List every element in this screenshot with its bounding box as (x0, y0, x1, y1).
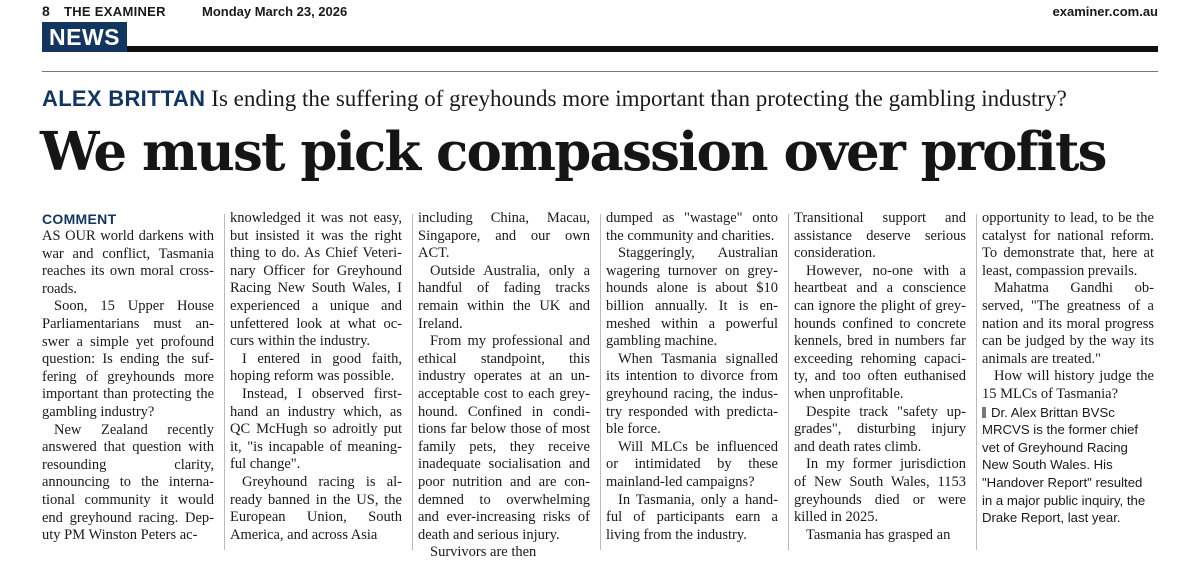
page-number: 8 (42, 3, 50, 19)
standfirst: Is ending the suffering of greyhounds more important than protecting the gambling industry? (211, 86, 1067, 111)
paragraph: Outside Australia, only a handful of fading tracks remain within the UK and Ireland. (418, 262, 590, 332)
paragraph: New Zealand recently answered that question with resounding clarity, announcing to the interna-tional community it would end greyhound racing. Dep-uty PM Winston Peters ac- (42, 421, 214, 544)
text-column-6 (982, 210, 1154, 550)
paragraph: In my former jurisdiction of New South Wales, 1153 greyhounds died or were killed in 2025. (794, 456, 966, 526)
paragraph: Transitional support and assistance deserve serious consideration. (794, 210, 966, 262)
issue-date: Monday March 23, 2026 (202, 4, 348, 19)
paragraph: opportunity to lead, to be the catalyst for national reform. To demonstrate that, here at least, compassion prevails. (982, 210, 1154, 279)
text-column-2 (230, 210, 402, 550)
paragraph: Despite track "safety up-grades", disturbing injury and death rates climb. (794, 403, 966, 455)
bio-marker-icon (982, 407, 986, 418)
paragraph: I entered in good faith, hoping reform was possible. (230, 350, 402, 385)
author-bio (982, 404, 1154, 527)
column-divider (224, 214, 225, 550)
column-divider (600, 214, 601, 550)
paragraph: Mahatma Gandhi ob-served, "The greatness of a nation and its moral progress can be judged by the way its animals are treated." (982, 280, 1154, 367)
paragraph: How will history judge the 15 MLCs of Tasmania? (982, 368, 1154, 402)
article-body (42, 210, 1158, 561)
section-rule (42, 46, 1158, 52)
paragraph: Soon, 15 Upper House Parliamentarians must an-swer a simple yet profound question: Is ending the suf-fering of greyhounds more important than protecting the gambling industry? (42, 298, 214, 420)
text-column-3 (418, 210, 590, 561)
comment-label: COMMENT (42, 211, 117, 227)
column-divider (788, 214, 789, 550)
paragraph: In Tasmania, only a hand-ful of participants earn a living from the industry. (606, 491, 778, 543)
byline: ALEX BRITTAN (42, 86, 206, 111)
paragraph: Tasmania has grasped an (806, 526, 951, 543)
paragraph: From my professional and ethical standpoint, this industry operates at an un-acceptable cost to each grey-hound. Confined in condi-tions far below those of most family pets, they receive inadequate socialisation and poor nutrition and are con-demned to overwhelming and ever-increasing risks of death and serious injury. (418, 333, 590, 543)
website-url: examiner.com.au (1052, 4, 1158, 19)
headline: We must pick compassion over profits (40, 121, 1106, 183)
paragraph: Greyhound racing is al-ready banned in the US, the European Union, South America, and across Asia (230, 473, 402, 543)
text-column-5 (794, 210, 966, 550)
paragraph: Will MLCs be influenced or intimidated by these mainland-led campaigns? (606, 438, 778, 490)
page-header (42, 3, 1158, 23)
paragraph: AS OUR world darkens with war and conflict, Tasmania reaches its own moral cross-roads. (42, 228, 214, 297)
text-column-4 (606, 210, 778, 550)
column-divider (976, 214, 977, 550)
column-divider (412, 214, 413, 550)
article-kicker (42, 84, 1158, 114)
paragraph: Survivors are then (430, 544, 537, 561)
paragraph: Staggeringly, Australian wagering turnover on grey-hounds alone is about $10 billion annually. It is en-meshed within a powerful gambling machine. (606, 245, 778, 350)
header-divider (42, 71, 1158, 72)
paragraph: Instead, I observed first-hand an industry which, as QC McHugh so adroitly put it, "is incapable of meaning-ful change". (230, 385, 402, 473)
author-bio-text: Dr. Alex Brittan BVSc MRCVS is the former chief vet of Greyhound Racing New South Wales. His "Handover Report" resulted in a major public inquiry, the Drake Report, last year. (982, 404, 1146, 526)
newspaper-name: THE EXAMINER (64, 4, 166, 19)
text-column-1 (42, 210, 214, 550)
paragraph: dumped as "wastage" onto the community and charities. (606, 210, 778, 244)
paragraph: including China, Macau, Singapore, and our own ACT. (418, 210, 590, 262)
paragraph: However, no-one with a heartbeat and a conscience can ignore the plight of grey-hounds confined to concrete kennels, bred in numbers far exceeding rehoming capaci-ty, and too often euthanised when unprofitable. (794, 262, 966, 402)
section-label: NEWS (42, 22, 127, 52)
paragraph: knowledged it was not easy, but insisted it was the right thing to do. As Chief Veteri-nary Officer for Greyhound Racing New South Wales, I experienced a unique and unfettered look at what oc-curs within the industry. (230, 210, 402, 350)
paragraph: When Tasmania signalled its intention to divorce from greyhound racing, the indus-try responded with predicta-ble force. (606, 350, 778, 438)
